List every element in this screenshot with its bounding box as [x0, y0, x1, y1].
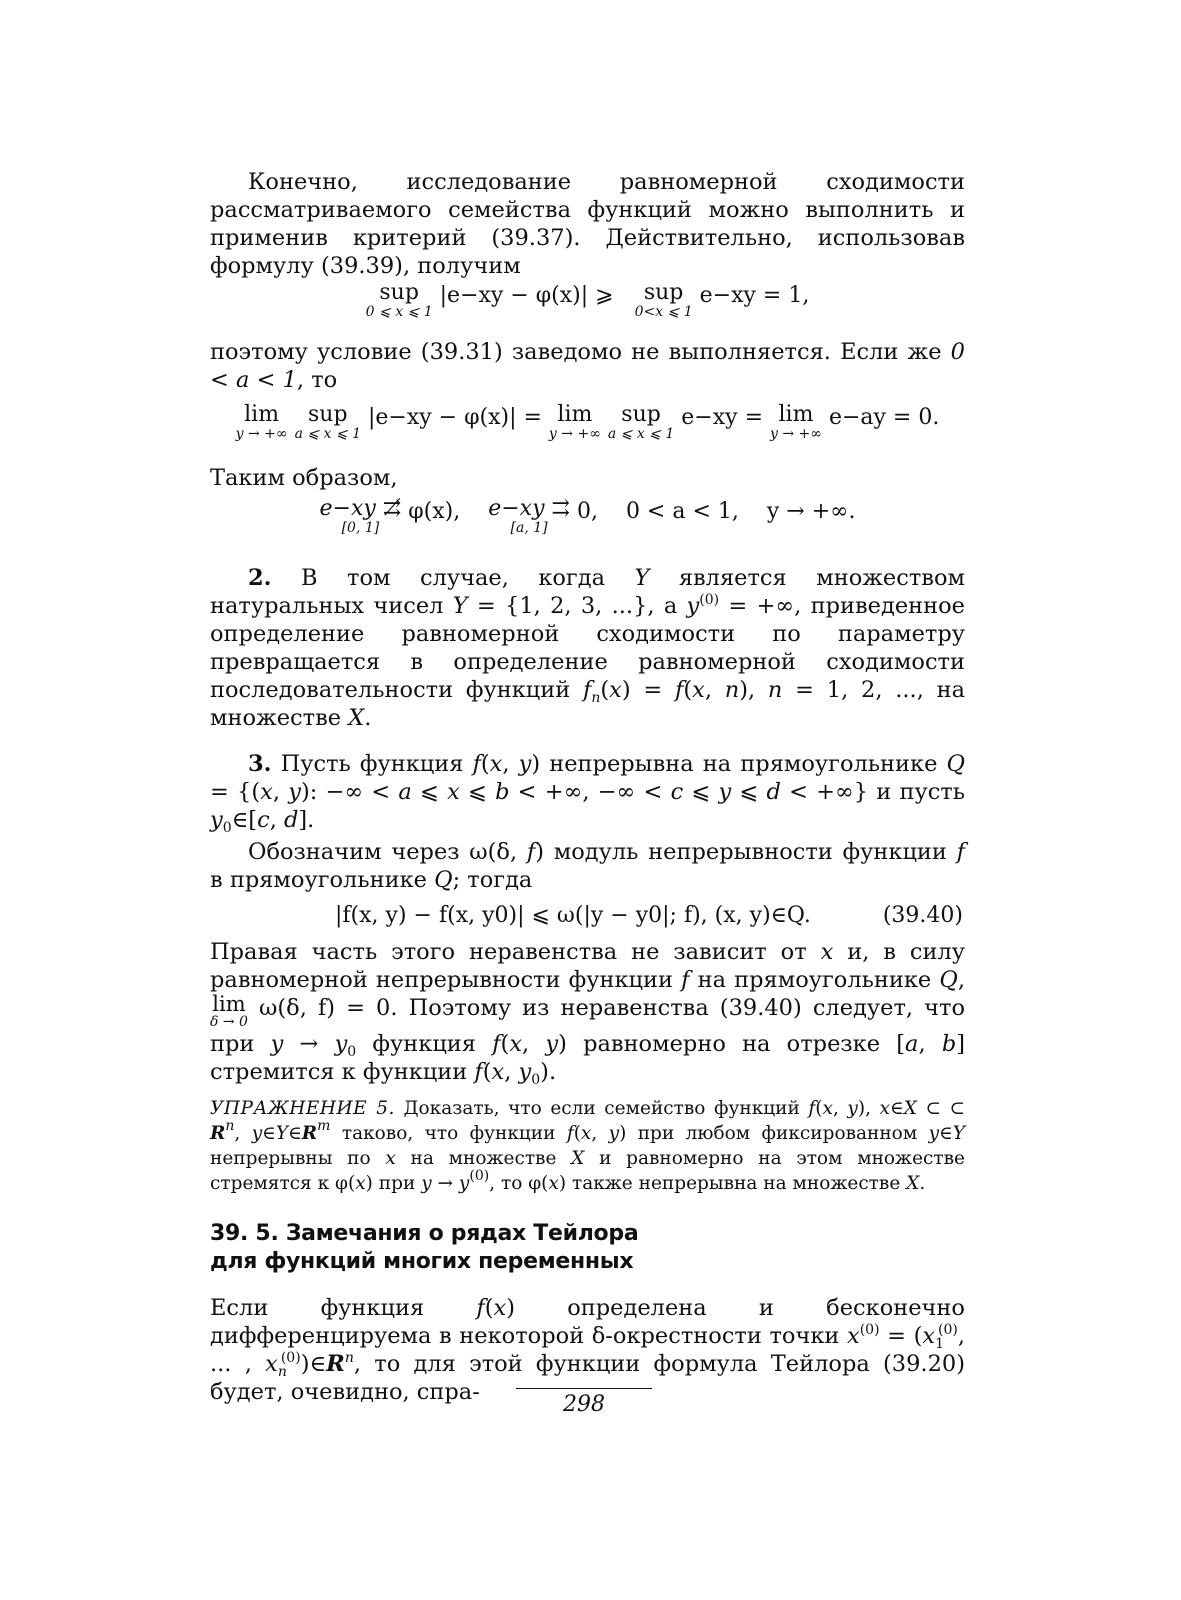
paragraph-thus: Таким образом, [210, 465, 398, 491]
formula-limit-chain: lim y → +∞ sup a ⩽ x ⩽ 1 |e−xy − φ(x)| = lim y → +∞ sup a ⩽ x ⩽ 1 e−xy = lim y → +∞ e−ay = 0. [235, 402, 940, 442]
paragraph-right-side: Правая часть этого неравенства не зависит от x и, в силу равномерной непрерывности функции f на прямоугольнике Q, lim δ → 0 ω(δ, f) = 0. Поэтому из неравенства (39.40) следует, что при $y \to y_0$ функция f(x, y) равномерно на отрезке [a, b] стремится к функции f(x, $y_0$). [210, 939, 965, 1088]
paragraph-item-2: 2. В том случае, когда Y является множеством натуральных чисел Y = {1, 2, 3, ...}, а $y^{(0)}$ = +∞, приведенное определение равномерной сходимости по параметру превращается в определение равномерной сходимости последовательности функций $f_n(x) = f(x$, n), n = 1, 2, ..., на множестве X. [210, 565, 966, 731]
formula-39-40: |f(x, y) − f(x, y0)| ⩽ ω(|y − y0|; f), (x, y)∈Q. (39.40) [335, 903, 963, 928]
equation-number: (39.40) [882, 903, 963, 928]
exercise-5: УПРАЖНЕНИЕ 5. Доказать, что если семейство функций f(x, y), x∈X ⊂ ⊂ $R^n$, $y\in Y\in R^m$ таково, что функции f(x, y) при любом фиксированном y∈Y непрерывны по x на множестве X и равномерно на этом множестве стремятся к φ(x) при $y \to y^{(0)}$, то φ(x) также непрерывна на множестве X. [210, 1098, 966, 1194]
formula-sup-inequality: sup 0 ⩽ x ⩽ 1 |e−xy − φ(x)| ⩾ sup 0<x ⩽ 1 e−xy = 1, [365, 280, 810, 320]
formula-convergence: e−xy ⇉̸ [0, 1] φ(x), e−xy ⇉ [a, 1] 0, 0 < a < 1, y → +∞. [319, 496, 856, 536]
footer-rule [516, 1388, 652, 1389]
section-title: 39. 5. Замечания о рядах Тейлора для функций многих переменных [210, 1221, 639, 1274]
page-number: 298 [563, 1392, 605, 1417]
paragraph-intro: Конечно, исследование равномерной сходимости рассматриваемого семейства функций можно выполнить и применив критерий (39.37). Действительно, использовав формулу (39.39), получим [210, 169, 965, 279]
paragraph-taylor: Если функция f(x) определена и бесконечно дифференцируема в некоторой δ-окрестности точки $x^{(0)} = (x_1^{(0)}$, ... , $x_n^{(0)})\in R^n$, то для этой функции формула Тейлора (39.20) будет, очевидно, спра- [210, 1295, 966, 1405]
paragraph-modulus: Обозначим через ω(δ, f) модуль непрерывности функции f в прямоугольнике Q; тогда [210, 839, 965, 893]
page-body [210, 168, 965, 1406]
paragraph-item-3: 3. Пусть функция f(x, y) непрерывна на прямоугольнике Q = {(x, y): −∞ < a ⩽ x ⩽ b < +∞, −∞ < c ⩽ y ⩽ d < +∞} и пусть $y_0\in[c$, d]. [210, 751, 965, 836]
paragraph-condition: поэтому условие (39.31) заведомо не выполняется. Если же 0 < a < 1, то [210, 339, 965, 393]
